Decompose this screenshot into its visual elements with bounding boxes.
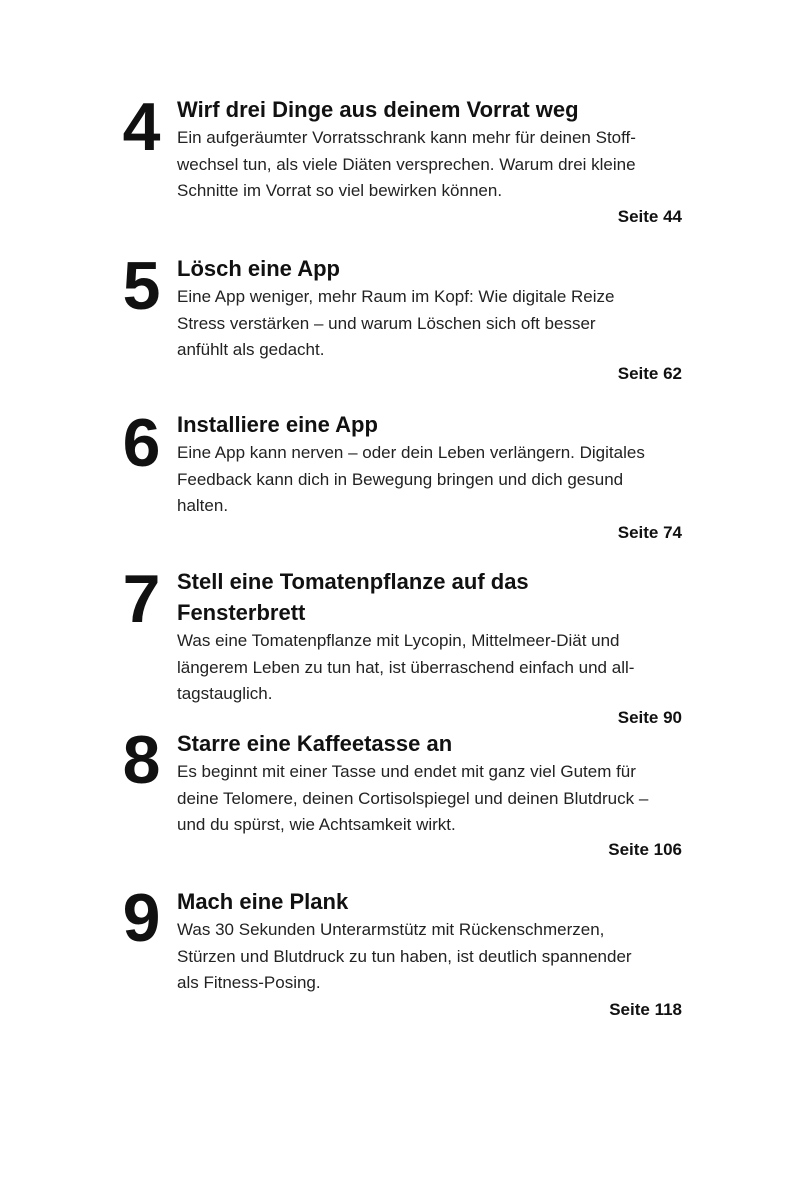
chapter-description-line: anfühlt als gedacht. <box>177 340 325 359</box>
chapter-description-line: Was eine Tomatenpflanze mit Lycopin, Mittelmeer-Diät und <box>177 631 620 650</box>
chapter-title-line: Fensterbrett <box>177 600 306 625</box>
chapter-title: Lösch eine App <box>177 256 340 281</box>
chapter-description-line: Eine App kann nerven – oder dein Leben verlängern. Digitales <box>177 443 645 462</box>
page-reference: Seite 44 <box>617 207 682 226</box>
chapter-title: Wirf drei Dinge aus deinem Vorrat weg <box>177 97 579 122</box>
chapter-title: Installiere eine App <box>177 412 378 437</box>
chapter-number: 4 <box>122 89 160 165</box>
chapter-description-line: wechsel tun, als viele Diäten versprechen. Warum drei kleine <box>177 154 636 174</box>
page-reference: Seite 106 <box>608 840 682 859</box>
chapter-description-line: Es beginnt mit einer Tasse und endet mit ganz viel Gutem für <box>177 762 636 781</box>
chapter-description-line: Ein aufgeräumter Vorratsschrank kann mehr für deinen Stoff- <box>177 128 636 147</box>
chapter-description-line: Was 30 Sekunden Unterarmstütz mit Rückenschmerzen, <box>177 920 605 939</box>
chapter-number: 7 <box>122 561 160 637</box>
chapter-title: Starre eine Kaffeetasse an <box>177 731 453 756</box>
chapter-description-line: Feedback kann dich in Bewegung bringen und dich gesund <box>177 469 624 489</box>
chapter-title-line: Stell eine Tomatenpflanze auf das <box>177 569 529 594</box>
chapter-description-line: und du spürst, wie Achtsamkeit wirkt. <box>177 815 456 834</box>
page-reference: Seite 74 <box>617 523 682 542</box>
chapter-title: Mach eine Plank <box>177 889 349 914</box>
chapter-number: 5 <box>122 248 160 324</box>
chapter-description-line: Stürzen und Blutdruck zu tun haben, ist deutlich spannender <box>177 946 632 966</box>
chapter-number: 8 <box>122 722 160 798</box>
chapter-description-line: als Fitness-Posing. <box>177 973 321 992</box>
chapter-description-line: deine Telomere, deinen Cortisolspiegel und deinen Blutdruck – <box>177 788 649 808</box>
page-reference: Seite 62 <box>617 364 682 383</box>
chapter-description-line: halten. <box>177 496 229 515</box>
page-reference: Seite 90 <box>617 708 682 727</box>
page-reference: Seite 118 <box>609 1000 682 1019</box>
chapter-number: 9 <box>122 880 160 956</box>
chapter-description-line: Stress verstärken – und warum Löschen sich oft besser <box>177 313 596 333</box>
chapter-number: 6 <box>122 405 160 481</box>
chapter-description-line: tagstauglich. <box>177 684 273 703</box>
chapter-description-line: Schnitte im Vorrat so viel bewirken können. <box>177 181 503 200</box>
chapter-description-line: längerem Leben zu tun hat, ist überraschend einfach und all- <box>177 657 635 677</box>
chapter-description-line: Eine App weniger, mehr Raum im Kopf: Wie digitale Reize <box>177 287 615 306</box>
